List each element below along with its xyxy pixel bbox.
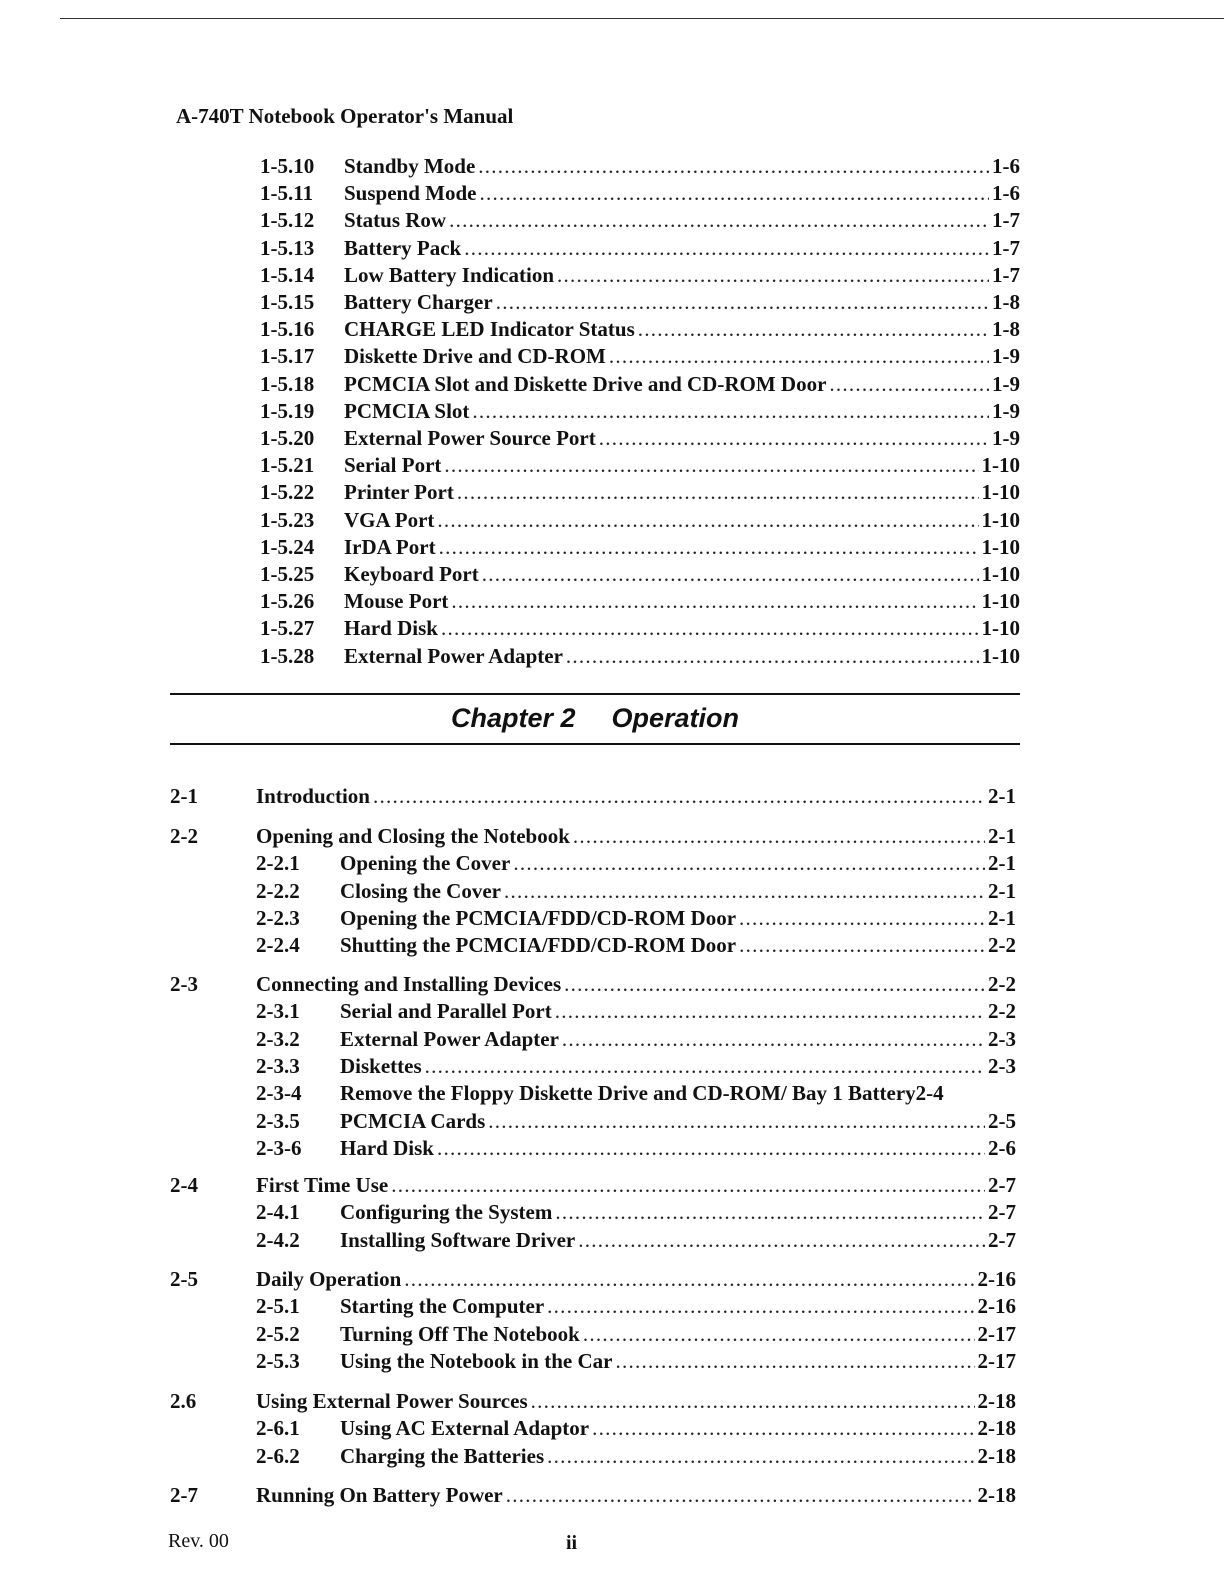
entry-number: 2-3-6 (256, 1135, 302, 1160)
dot-leader (478, 153, 989, 180)
dot-leader (464, 235, 989, 262)
entry-title: Status Row (344, 208, 447, 233)
entry-number: 2-3.5 (256, 1108, 300, 1133)
entry-title: Keyboard Port (344, 562, 479, 586)
toc-entry (260, 588, 1020, 615)
toc-entry (260, 398, 1020, 425)
entry-number: 2.6 (170, 1389, 197, 1413)
toc-entry (260, 425, 1020, 452)
toc-section (170, 1266, 1016, 1293)
entry-page: 1-7 (992, 262, 1020, 287)
dot-leader (609, 343, 989, 370)
entry-title: Daily Operation (256, 1267, 402, 1291)
entry-page: 2-18 (977, 1416, 1016, 1441)
entry-title: Serial and Parallel Port (340, 999, 552, 1024)
toc-entry (260, 262, 1020, 289)
dot-leader (562, 1026, 985, 1053)
entry-page: 2-1 (988, 905, 1016, 930)
toc-section (170, 1482, 1016, 1509)
entry-page: 1-10 (981, 534, 1020, 559)
entry-number: 1-5.27 (260, 616, 315, 641)
dot-leader (425, 1053, 985, 1080)
entry-number: 1-5.21 (260, 453, 315, 478)
entry-title: External Power Adapter (340, 1026, 559, 1051)
toc-entry (260, 479, 1020, 506)
entry-page: 1-10 (981, 507, 1020, 532)
entry-page: 2-1 (988, 784, 1016, 808)
entry-title: Configuring the System (340, 1200, 553, 1225)
entry-page: 2-18 (977, 1483, 1016, 1507)
dot-leader (564, 971, 985, 998)
toc-subentry (256, 1080, 1016, 1107)
entry-number: 1-5.22 (260, 480, 315, 505)
entry-title: Serial Port (344, 453, 442, 478)
entry-title: Connecting and Installing Devices (256, 972, 562, 996)
entry-number: 1-5.24 (260, 534, 315, 559)
toc-subentry (256, 1199, 1016, 1226)
entry-title: PCMCIA Slot (344, 398, 470, 423)
entry-page: 2-7 (988, 1173, 1016, 1197)
toc-subentry (256, 850, 1016, 877)
entry-title: Standby Mode (344, 154, 476, 178)
entry-number: 1-5.26 (260, 589, 315, 614)
entry-title: Printer Port (344, 480, 454, 505)
entry-title: Hard Disk (340, 1135, 434, 1160)
toc-entry (260, 615, 1020, 642)
entry-page: 2-2 (988, 972, 1016, 996)
entry-title: Using AC External Adaptor (340, 1416, 590, 1441)
entry-number: 2-2 (170, 824, 198, 848)
page-header: A-740T Notebook Operator's Manual (176, 104, 514, 128)
dot-leader (739, 905, 985, 932)
entry-title: Using External Power Sources (256, 1389, 528, 1413)
entry-title: Mouse Port (344, 589, 449, 614)
entry-page: 1-9 (992, 426, 1020, 450)
entry-title: Diskette Drive and CD-ROM (344, 344, 606, 369)
dot-leader (488, 1108, 985, 1135)
dot-leader (479, 180, 989, 207)
entry-title: IrDA Port (344, 534, 436, 559)
entry-title: External Power Source Port (344, 426, 596, 450)
entry-number: 2-3-4 (256, 1081, 302, 1106)
entry-title: Shutting the PCMCIA/FDD/CD-ROM Door (340, 933, 737, 958)
entry-page: 1-10 (981, 643, 1020, 668)
toc-subentry (256, 1108, 1016, 1135)
entry-page: 2-4 (915, 1081, 944, 1106)
toc-entry (260, 643, 1020, 670)
dot-leader (504, 878, 985, 905)
entry-title: Hard Disk (344, 616, 438, 641)
toc-subentry (256, 1135, 1016, 1162)
chapter-heading (170, 703, 1020, 734)
toc-entry (260, 289, 1020, 316)
dot-leader (506, 1482, 975, 1509)
entry-page: 1-8 (992, 290, 1020, 314)
entry-number: 2-4.1 (256, 1200, 300, 1225)
entry-page: 1-10 (981, 562, 1020, 586)
toc-subentry (256, 998, 1016, 1025)
toc-entry (260, 343, 1020, 370)
toc-entry (260, 507, 1020, 534)
dot-leader (547, 1293, 974, 1320)
toc-entry (260, 452, 1020, 479)
toc-entry (260, 534, 1020, 561)
dot-leader (437, 1135, 985, 1162)
entry-title: PCMCIA Slot and Diskette Drive and CD-ROM Door (344, 371, 827, 396)
entry-page: 1-10 (981, 589, 1020, 614)
entry-number: 2-2.3 (256, 905, 300, 930)
chapter-number: Chapter 2 (450, 703, 576, 733)
footer-page-number: ii (566, 1532, 578, 1554)
toc-subentry (256, 1026, 1016, 1053)
toc-subentry (256, 1321, 1016, 1348)
entry-title: VGA Port (344, 507, 435, 532)
entry-page: 2-1 (988, 878, 1016, 903)
entry-number: 2-4 (170, 1173, 198, 1197)
entry-page: 1-10 (981, 480, 1020, 505)
dot-leader (638, 316, 989, 343)
entry-number: 1-5.12 (260, 208, 315, 233)
entry-number: 1-5.19 (260, 398, 315, 423)
entry-page: 2-16 (977, 1294, 1016, 1319)
entry-number: 2-1 (170, 784, 198, 808)
entry-number: 2-3.1 (256, 999, 300, 1024)
toc-subentry (256, 878, 1016, 905)
toc-section (170, 1388, 1016, 1415)
toc-subentry (256, 905, 1016, 932)
toc-subentry (256, 1293, 1016, 1320)
dot-leader (472, 398, 989, 425)
entry-number: 1-5.17 (260, 344, 315, 369)
entry-title: Starting the Computer (340, 1294, 545, 1319)
entry-title: PCMCIA Cards (340, 1108, 486, 1133)
entry-number: 2-6.1 (256, 1416, 300, 1441)
entry-number: 2-6.2 (256, 1443, 300, 1468)
entry-number: 1-5.23 (260, 507, 315, 532)
entry-number: 2-5.3 (256, 1348, 300, 1373)
dot-leader (482, 561, 979, 588)
entry-page: 2-17 (977, 1321, 1016, 1346)
dot-leader (555, 998, 985, 1025)
entry-page: 2-1 (988, 851, 1016, 876)
dot-leader (573, 823, 985, 850)
toc-subentry (256, 1415, 1016, 1442)
top-rule (60, 18, 1224, 19)
toc-section (170, 823, 1016, 850)
entry-title: Low Battery Indication (344, 262, 554, 287)
entry-number: 2-7 (170, 1483, 198, 1507)
entry-page: 1-10 (981, 616, 1020, 641)
entry-number: 2-2.2 (256, 878, 300, 903)
entry-title: Running On Battery Power (256, 1483, 503, 1507)
entry-title: Charging the Batteries (340, 1443, 545, 1468)
entry-page: 1-9 (992, 398, 1020, 423)
dot-leader (578, 1227, 985, 1254)
toc-section (170, 971, 1016, 998)
dot-leader (444, 452, 978, 479)
entry-number: 1-5.14 (260, 262, 315, 287)
entry-number: 1-5.25 (260, 562, 315, 586)
entry-number: 1-5.11 (260, 181, 314, 206)
dot-leader (557, 262, 989, 289)
entry-page: 2-2 (988, 999, 1016, 1024)
toc-entry (260, 371, 1020, 398)
dot-leader (615, 1348, 974, 1375)
dot-leader (531, 1388, 975, 1415)
dot-leader (592, 1415, 974, 1442)
entry-page: 2-16 (977, 1267, 1016, 1291)
entry-number: 1-5.18 (260, 371, 315, 396)
toc-subentry (256, 932, 1016, 959)
entry-page: 1-8 (992, 317, 1020, 342)
entry-page: 1-6 (992, 154, 1020, 178)
toc-subentry (256, 1443, 1016, 1470)
dot-leader (449, 207, 989, 234)
dot-leader (599, 425, 989, 452)
entry-page: 1-9 (992, 344, 1020, 369)
toc-entry (260, 207, 1020, 234)
entry-page: 2-3 (988, 1053, 1016, 1078)
entry-page: 1-9 (992, 371, 1020, 396)
entry-title: Turning Off The Notebook (340, 1321, 580, 1346)
toc-entry (260, 235, 1020, 262)
entry-number: 2-5.2 (256, 1321, 300, 1346)
dot-leader (439, 534, 979, 561)
entry-number: 1-5.13 (260, 235, 315, 260)
toc-section (170, 1172, 1016, 1199)
entry-title: Opening and Closing the Notebook (256, 824, 570, 848)
entry-number: 2-5 (170, 1267, 198, 1291)
dot-leader (566, 643, 979, 670)
entry-number: 2-3 (170, 972, 198, 996)
entry-title: Battery Charger (344, 290, 493, 314)
entry-title: Diskettes (340, 1053, 422, 1078)
entry-page: 2-18 (977, 1443, 1016, 1468)
dot-leader (457, 479, 979, 506)
entry-page: 2-17 (977, 1348, 1016, 1373)
entry-number: 2-2.4 (256, 933, 300, 958)
entry-title: Opening the PCMCIA/FDD/CD-ROM Door (340, 905, 737, 930)
entry-title: First Time Use (256, 1173, 389, 1197)
entry-number: 2-5.1 (256, 1294, 300, 1319)
toc-section (170, 783, 1016, 810)
dot-leader (547, 1443, 974, 1470)
entry-page: 2-3 (988, 1026, 1016, 1051)
toc-entry (260, 153, 1020, 180)
chapter-title: Operation (611, 703, 740, 733)
entry-number: 1-5.28 (260, 643, 315, 668)
entry-page: 2-18 (977, 1389, 1016, 1413)
toc-entry (260, 316, 1020, 343)
entry-number: 1-5.20 (260, 426, 315, 450)
entry-page: 2-7 (988, 1227, 1016, 1252)
dot-leader (555, 1199, 985, 1226)
entry-title: Introduction (256, 784, 370, 808)
dot-leader (441, 615, 979, 642)
entry-title: Closing the Cover (340, 878, 501, 903)
entry-number: 2-4.2 (256, 1227, 300, 1252)
entry-title: CHARGE LED Indicator Status (344, 317, 635, 342)
dot-leader (391, 1172, 985, 1199)
entry-number: 1-5.10 (260, 154, 315, 178)
toc-subentry (256, 1227, 1016, 1254)
entry-title: Remove the Floppy Diskette Drive and CD-ROM/ Bay 1 Battery (340, 1081, 916, 1106)
entry-page: 1-7 (992, 235, 1020, 260)
entry-title: Installing Software Driver (340, 1227, 576, 1252)
toc-subentry (256, 1348, 1016, 1375)
entry-number: 1-5.15 (260, 290, 315, 314)
chapter-rule-bottom (170, 743, 1020, 745)
entry-title: Battery Pack (344, 235, 462, 260)
entry-page: 1-6 (992, 181, 1020, 206)
entry-page: 2-1 (988, 824, 1016, 848)
chapter-rule-top (170, 693, 1020, 695)
entry-page: 2-7 (988, 1200, 1016, 1225)
dot-leader (437, 507, 978, 534)
entry-number: 1-5.16 (260, 317, 315, 342)
entry-page: 1-7 (992, 208, 1020, 233)
dot-leader (739, 932, 985, 959)
toc-entry (260, 561, 1020, 588)
toc-entry (260, 180, 1020, 207)
entry-number: 2-3.2 (256, 1026, 300, 1051)
dot-leader (496, 289, 989, 316)
dot-leader (373, 783, 985, 810)
entry-title: External Power Adapter (344, 643, 563, 668)
dot-leader (451, 588, 978, 615)
entry-title: Suspend Mode (344, 181, 477, 206)
dot-leader (583, 1321, 975, 1348)
entry-page: 1-10 (981, 453, 1020, 478)
entry-page: 2-5 (988, 1108, 1016, 1133)
footer-revision: Rev. 00 (168, 1530, 229, 1552)
dot-leader (829, 371, 989, 398)
toc-subentry (256, 1053, 1016, 1080)
entry-title: Opening the Cover (340, 851, 511, 876)
entry-number: 2-3.3 (256, 1053, 300, 1078)
entry-title: Using the Notebook in the Car (340, 1348, 613, 1373)
entry-number: 2-2.1 (256, 851, 300, 876)
dot-leader (513, 850, 985, 877)
dot-leader (404, 1266, 974, 1293)
entry-page: 2-2 (988, 933, 1016, 958)
entry-page: 2-6 (988, 1135, 1016, 1160)
